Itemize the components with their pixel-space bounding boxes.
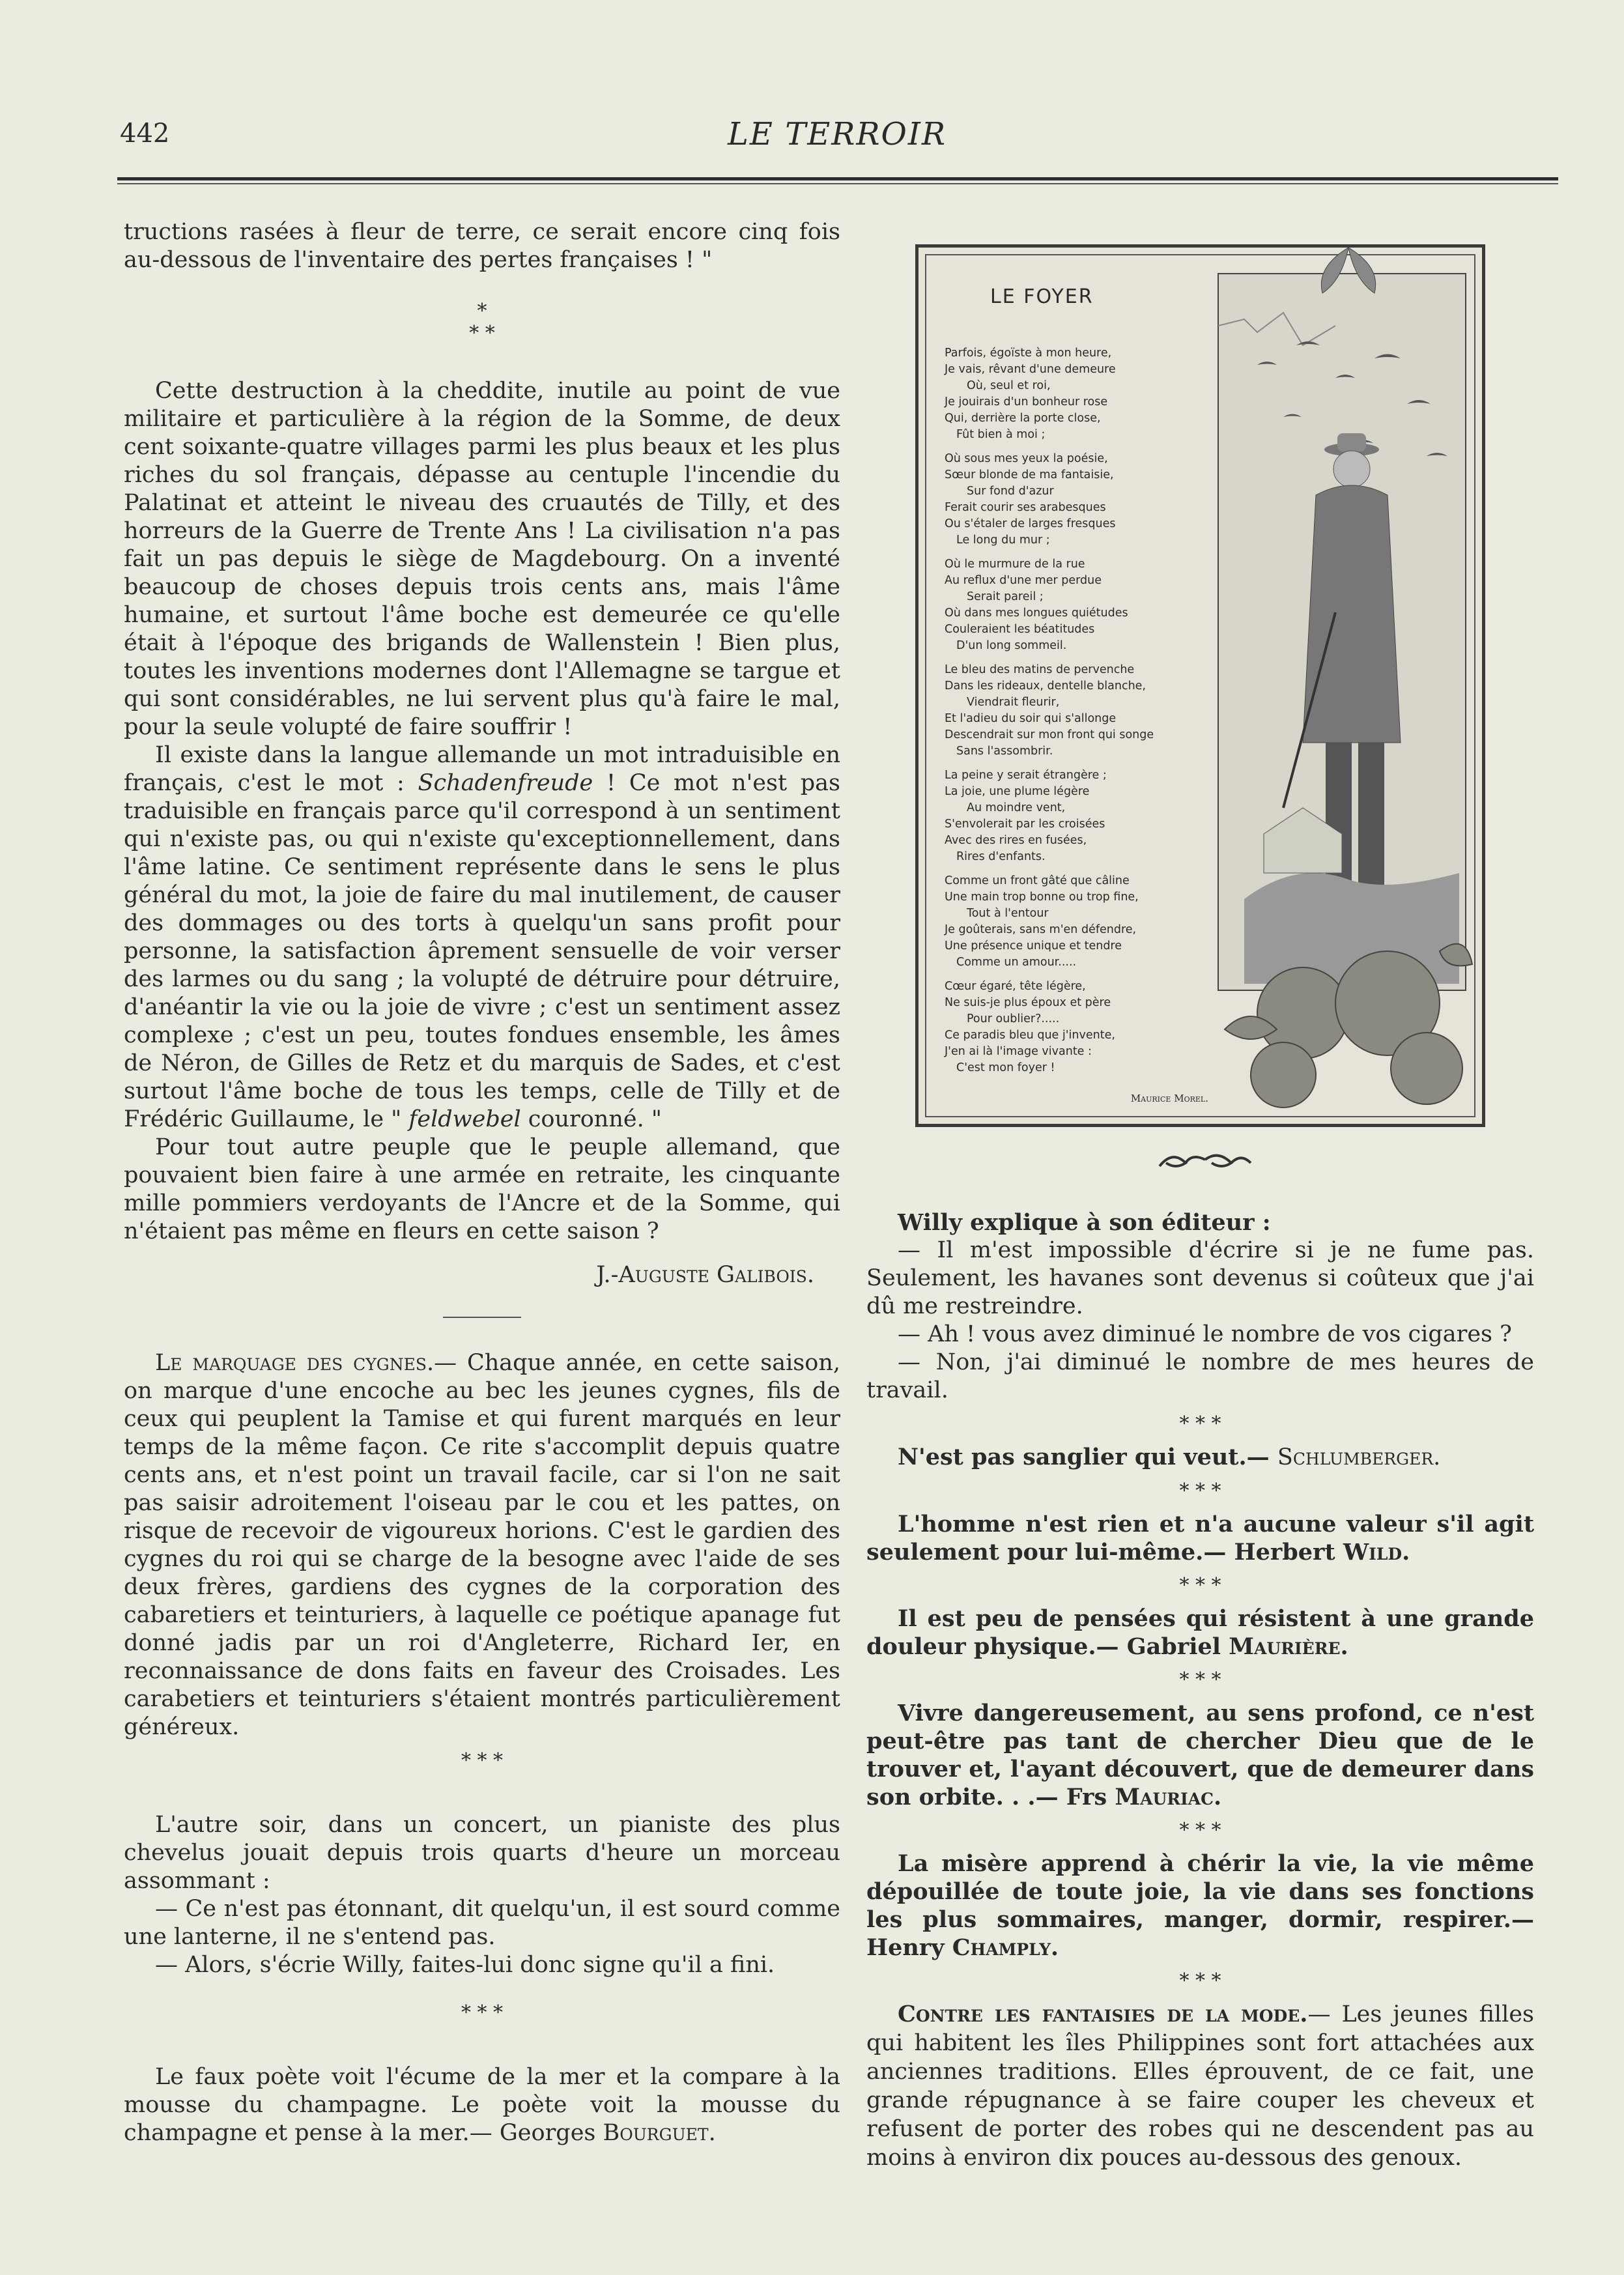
quote: N'est pas sanglier qui veut.— Schlumberger.	[898, 1444, 1441, 1470]
poem-line: Le long du mur ;	[956, 534, 1050, 547]
poem-line: C'est mon foyer !	[956, 1061, 1055, 1074]
poem-line: Cœur égaré, tête légère,	[945, 980, 1086, 993]
poem-line: Je jouirais d'un bonheur rose	[945, 395, 1108, 408]
poem-line: La joie, une plume légère	[945, 785, 1090, 798]
poem-line: Je goûterais, sans m'en défendre,	[945, 923, 1137, 936]
poem-line: Parfois, égoïste à mon heure,	[945, 347, 1112, 360]
poem-line: Je vais, rêvant d'une demeure	[945, 363, 1116, 376]
article-cygnes: Le marquage des cygnes.— Chaque année, en cette saison, on marque d'une encoche au bec les jeunes cygnes, fils de ceux qui peuplent la Tamise et qui furent marqués en leur temps de la même façon. Ce rite s'accomplit depuis quatre cents ans, et n'est point un travail facile, car si l'on ne sait pas saisir adroitement l'oiseau par le cou et les pattes, on risque de recevoir de vigoureux horions. C'est le gardien des cygnes du roi qui se charge de la besogne avec l'aide de ses deux frères, gardiens des cygnes de la corporation des cabaretiers et teinturiers, à laquelle ce poétique apanage fut donné jadis par un roi d'Angleterre, Richard Ier, en reconnaissance de dons faits en faveur des Croisades. Les carabetiers et teinturiers s'étaient montrés particulièrement généreux.	[124, 1350, 840, 1740]
quote: Il est peu de pensées qui résistent à une grande douleur physique.— Gabriel Maurière.	[866, 1605, 1534, 1660]
left-column	[124, 218, 840, 2147]
poem-author: Maurice Morel.	[1130, 1093, 1208, 1104]
page-header	[117, 111, 1557, 163]
poem-line: D'un long sommeil.	[956, 639, 1067, 652]
paragraph: Le faux poète voit l'écume de la mer et la compare à la mousse du champagne. Le poète voit la mousse du champagne et pense à la mer.— Georges Bourguet.	[124, 2064, 840, 2146]
poem-line: S'envolerait par les croisées	[945, 818, 1105, 831]
paragraph: — Il m'est impossible d'écrire si je ne fume pas. Seulement, les havanes sont devenus si coûteux que j'ai dû me restreindre.	[866, 1237, 1534, 1319]
illustration-man-with-birds	[1205, 248, 1475, 1117]
poem-line: Rires d'enfants.	[956, 850, 1046, 863]
poem-line: Le bleu des matins de pervenche	[945, 663, 1135, 676]
poem-line: Ne suis-je plus époux et père	[945, 996, 1111, 1009]
poem-line: Ferait courir ses arabesques	[945, 501, 1106, 514]
section-ornament: * * *	[461, 2001, 504, 2024]
poem-stanza	[945, 451, 1208, 549]
poem-stanza	[945, 345, 1208, 443]
poem-line: Où dans mes longues quiétudes	[945, 607, 1128, 620]
paragraph: — Ce n'est pas étonnant, dit quelqu'un, il est sourd comme une lanterne, il ne s'entend pas.	[124, 1896, 840, 1950]
poem-line: Au reflux d'une mer perdue	[945, 574, 1102, 587]
poem-line: Comme un amour.....	[956, 956, 1077, 969]
poem-line: Où le murmure de la rue	[945, 558, 1085, 571]
poem-line: Sœur blonde de ma fantaisie,	[945, 468, 1114, 481]
section-ornament: * * *	[1179, 1412, 1221, 1435]
poem-line: Avec des rires en fusées,	[945, 834, 1087, 847]
section-ornament: * * *	[1179, 1969, 1221, 1992]
paragraph: Il existe dans la langue allemande un mot intraduisible en français, c'est le mot : Schadenfreude ! Ce mot n'est pas traduisible en français parce qu'il correspond à un sentiment qui n'existe pas, ou qui n'existe qu'exceptionnellement, dans l'âme latine. Ce sentiment représente dans le sens le plus général du mot, la joie de faire du mal inutilement, de causer des dommages ou des torts à quelqu'un sans profit pour personne, la satisfaction âprement sensuelle de voir verser des larmes ou du sang ; la volupté de détruire pour détruire, d'anéantir la vie ou la joie de vivre ; c'est un sentiment assez complexe ; c'est un peu, toutes fondues ensemble, les âmes de Néron, de Gilles de Retz et du marquis de Sades, et c'est surtout l'âme boche de tous les temps, celle de Tilly et de Frédéric Guillaume, le " feldwebel couronné. "	[124, 742, 840, 1132]
poem-stanza	[945, 873, 1208, 971]
quote: L'homme n'est rien et n'a aucune valeur s'il agit seulement pour lui-même.— Herbert Wild.	[866, 1511, 1534, 1566]
poem-stanza	[945, 767, 1208, 865]
poem-stanza	[945, 662, 1208, 760]
paragraph: Willy explique à son éditeur :	[898, 1209, 1271, 1236]
poem-line: Sur fond d'azur	[967, 485, 1054, 498]
section-ornament: * * *	[1179, 1574, 1221, 1597]
quote: Vivre dangereusement, au sens profond, ce n'est peut-être pas tant de chercher Dieu que de le trouver et, l'ayant découvert, que de demeurer dans son orbite. . .— Frs Mauriac.	[866, 1700, 1534, 1810]
header-rule-thin	[117, 183, 1558, 184]
poem-line: Où sous mes yeux la poésie,	[945, 452, 1108, 465]
right-column	[866, 1209, 1534, 2172]
section-ornament: * * *	[1179, 1668, 1221, 1691]
paragraph: — Alors, s'écrie Willy, faites-lui donc signe qu'il a fini.	[155, 1952, 775, 1978]
poem-line: Tout à l'entour	[967, 907, 1049, 920]
section-ornament: * * *	[1179, 1480, 1221, 1502]
poem-line: Serait pareil ;	[967, 590, 1044, 603]
poem-line: J'en ai là l'image vivante :	[945, 1045, 1092, 1058]
quote: La misère apprend à chérir la vie, la vie même dépouillée de toute joie, la vie dans ses fonctions les plus sommaires, manger, dormir, respirer.— Henry Champly.	[866, 1850, 1534, 1961]
ornament-flourish	[1153, 1150, 1257, 1176]
paragraph: L'autre soir, dans un concert, un pianiste des plus chevelus jouait depuis trois quarts d'heure un morceau assommant :	[124, 1812, 840, 1894]
poem-line: Et l'adieu du soir qui s'allonge	[945, 712, 1117, 725]
article-mode: Contre les fantaisies de la mode.— Les jeunes filles qui habitent les îles Philippines sont fort attachées aux anciennes traditions. Elles éprouvent, de ce fait, une grande répugnance à se faire couper les cheveux et refusent de porter des robes qui ne descendent pas au moins à environ dix pouces au-dessous des genoux.	[866, 2001, 1534, 2171]
poem-line: Où, seul et roi,	[967, 379, 1051, 392]
poem-line: Au moindre vent,	[967, 801, 1066, 814]
paragraph: tructions rasées à fleur de terre, ce serait encore cinq fois au-dessous de l'inventaire des pertes françaises ! "	[124, 219, 840, 273]
poem-line: Dans les rideaux, dentelle blanche,	[945, 680, 1146, 693]
poem-line: La peine y serait étrangère ;	[945, 769, 1107, 782]
paragraph: Cette destruction à la cheddite, inutile au point de vue militaire et particulière à la région de la Somme, de deux cent soixante-quatre villages parmi les plus beaux et les plus riches du sol français, dépasse au centuple l'incendie du Palatinat et atteint le niveau des cruautés de Tilly, et des horreurs de la Guerre de Trente Ans ! La civilisation n'a pas fait un pas depuis le siège de Magdebourg. On a inventé beaucoup de choses depuis trois cents ans, mais l'âme humaine, et surtout l'âme boche est demeurée ce qu'elle était à l'époque des brigands de Wallenstein ! Bien plus, toutes les inventions modernes dont l'Allemagne se targue et qui sont considérables, ne lui servent plus qu'à faire le mal, pour la seule volupté de faire souffrir !	[124, 378, 840, 740]
poem-line: Qui, derrière la porte close,	[945, 412, 1101, 425]
section-ornament: * * *	[1179, 1819, 1221, 1842]
header-rule	[117, 177, 1558, 180]
poem-line: Ce paradis bleu que j'invente,	[945, 1029, 1115, 1042]
poem-line: Comme un front gâté que câline	[945, 874, 1130, 887]
poem-line: Pour oublier?.....	[967, 1012, 1060, 1025]
paragraph: Pour tout autre peuple que le peuple allemand, que pouvaient bien faire à une armée en retraite, les cinquante mille pommiers verdoyants de l'Ancre et de la Somme, qui n'étaient pas même en fleurs en cette saison ?	[124, 1134, 840, 1244]
paragraph: — Ah ! vous avez diminué le nombre de vos cigares ?	[898, 1321, 1512, 1347]
poem-stanza	[945, 979, 1208, 1076]
poem-line: Viendrait fleurir,	[967, 696, 1060, 709]
paragraph: — Non, j'ai diminué le nombre de mes heures de travail.	[866, 1349, 1534, 1403]
section-ornament: * * *	[469, 300, 495, 345]
signature: J.-Auguste Galibois.	[596, 1262, 814, 1288]
poem-stanza	[945, 556, 1208, 654]
poem-line: Une présence unique et tendre	[945, 939, 1122, 952]
article-heading: Le marquage des cygnes.	[155, 1350, 434, 1376]
poem-line: Fût bien à moi ;	[956, 428, 1046, 441]
poem-line: Une main trop bonne ou trop fine,	[945, 891, 1139, 904]
poem-line: Sans l'assombrir.	[956, 745, 1053, 758]
poem-text	[945, 345, 1208, 1084]
article-heading: Contre les fantaisies de la mode.	[898, 2001, 1308, 2027]
poem-line: Descendrait sur mon front qui songe	[945, 728, 1154, 741]
section-divider	[443, 1317, 521, 1318]
poem-line: Couleraient les béatitudes	[945, 623, 1095, 636]
poem-title: LE FOYER	[990, 285, 1094, 308]
poem-line: Ou s'étaler de larges fresques	[945, 517, 1116, 530]
journal-title: LE TERROIR	[728, 116, 947, 152]
section-ornament: * * *	[461, 1749, 504, 1772]
page-number: 442	[120, 119, 170, 149]
poem-illustration	[915, 244, 1485, 1127]
